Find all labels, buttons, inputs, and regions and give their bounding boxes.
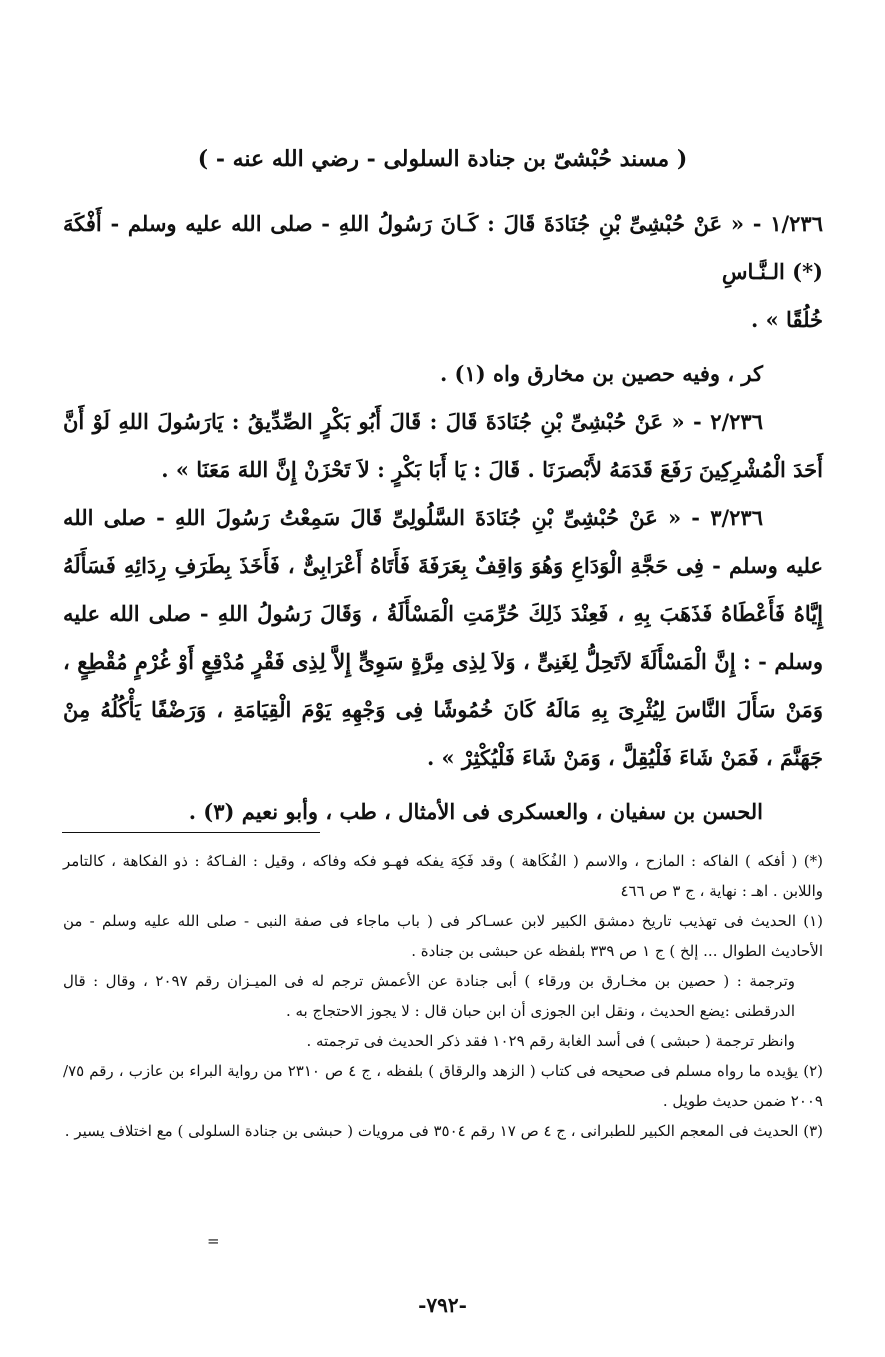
- page-number: -٧٩٢-: [418, 1293, 467, 1317]
- page-title: ( مسند حُبْشىّ بن جنادة السلولى - رضي الله عنه - ): [197, 146, 688, 172]
- footnote-2: (٢) يؤيده ما رواه مسلم فى صحيحه فى كتاب ( الزهد والرقاق ) بلفظه ، ج ٤ ص ٢٣١٠ من رواية البراء بن عازب ، رقم ٧٥/ ٢٠٠٩ ضمن حديث طويل .: [63, 1062, 823, 1110]
- footnote-separator: [62, 832, 320, 833]
- footnote-3: (٣) الحديث فى المعجم الكبير للطبرانى ، ج ٤ ص ١٧ رقم ٣٥٠٤ فى مرويات ( حبشى بن جنادة السلولى ) مع اختلاف يسير .: [64, 1122, 823, 1140]
- stray-mark: =: [207, 1232, 220, 1250]
- footnote-star: (*) ( أفكه ) الفاكه : المازح ، والاسم ( الفُكَاهة ) وقد فَكِهَ يفكه فهـو فكه وفاكه ، وقيل : الفـاكهُ : ذو الفكاهة ، كالتامر واللابن . اهـ : نهاية ، ج ٣ ص ٤٦٦: [63, 852, 823, 900]
- hadith-1-line-2: خُلُقًا » .: [750, 307, 823, 332]
- hadith-1-source: كر ، وفيه حصين بن مخارق واه (١) .: [439, 361, 763, 386]
- hadith-3: ٣/٢٣٦ - « عَنْ حُبْشِىِّ بْنِ جُنَادَةَ السَّلُولِىِّ قَالَ سَمِعْتُ رَسُولَ اللهِ - صلى الله عليه وسلم - فِى حَجَّةِ الْوَدَاعِ وَهُوَ وَاقِفٌ بِعَرَفَةَ فَأَتَاهُ أَعْرَابِىٌّ ، فَأَخَذَ بِطَرَفِ رِدَائِهِ فَسَأَلَهُ إِيَّاهُ فَأَعْطَاهُ فَذَهَبَ بِهِ ، فَعِنْدَ ذَلِكَ حُرِّمَتِ الْمَسْأَلَةُ ، وَقَالَ رَسُولُ اللهِ - صلى الله عليه وسلم - : إِنَّ الْمَسْأَلَةَ لاَتَحِلُّ لِغَنِىٍّ ، وَلاَ لِذِى مِرَّةٍ سَوِىٍّ إِلاَّ لِذِى فَقْرٍ مُدْقِعٍ أَوْ غُرْمٍ مُقْطِعٍ ، وَمَنْ سَأَلَ النَّاسَ لِيُثْرِىَ بِهِ مَالَهُ كَانَ خُمُوشًا فِى وَجْهِهِ يَوْمَ الْقِيَامَةِ ، وَرَضْفًا يَأْكُلُهُ مِنْ جَهَنَّمَ ، فَمَنْ شَاءَ فَلْيُقِلَّ ، وَمَنْ شَاءَ فَلْيُكْثِرْ » .: [63, 505, 823, 770]
- hadith-3-source: الحسن بن سفيان ، والعسكرى فى الأمثال ، طب ، وأبو نعيم (٣) .: [188, 799, 763, 824]
- footnote-1-b: وترجمة : ( حصين بن مخـارق بن ورقاء ) أبى جنادة عن الأعمش ترجم له فى الميـزان رقم ٢٠٩٧ ، وقال : قال الدرقطنى :يضع الحديث ، ونقل ابن الجوزى أن ابن حبان قال : لا يجوز الاحتجاج به .: [63, 972, 795, 1020]
- hadith-1-line-1: ١/٢٣٦ - « عَنْ حُبْشِىِّ بْنِ جُنَادَةَ قَالَ : كَـانَ رَسُولُ اللهِ - صلى الله عليه وسلم - أَفْكَهَ (*) الـنَّـاسِ: [63, 211, 823, 284]
- footnotes: [63, 846, 823, 1146]
- footnote-1: (١) الحديث فى تهذيب تاريخ دمشق الكبير لابن عسـاكر فى ( باب ماجاء فى صفة النبى - صلى الله عليه وسلم - من الأحاديث الطوال ... إلخ ) ج ١ ص ٣٣٩ بلفظه عن حبشى بن جنادة .: [63, 912, 823, 960]
- main-text: [63, 200, 823, 836]
- footnote-1-c: وانظر ترجمة ( حبشى ) فى أسد الغابة رقم ١٠٢٩ فقد ذكر الحديث فى ترجمته .: [306, 1032, 795, 1050]
- hadith-2: ٢/٢٣٦ - « عَنْ حُبْشِىِّ بْنِ جُنَادَةَ قَالَ : قَالَ أَبُو بَكْرٍ الصِّدِّيقُ : يَارَسُولَ اللهِ لَوْ أَنَّ أَحَدَ الْمُشْرِكِينَ رَفَعَ قَدَمَهُ لأَبْصرَنَا . قَالَ : يَا أَبَا بَكْرٍ : لاَ تَحْزَنْ إِنَّ اللهَ مَعَنَا » .: [63, 409, 823, 482]
